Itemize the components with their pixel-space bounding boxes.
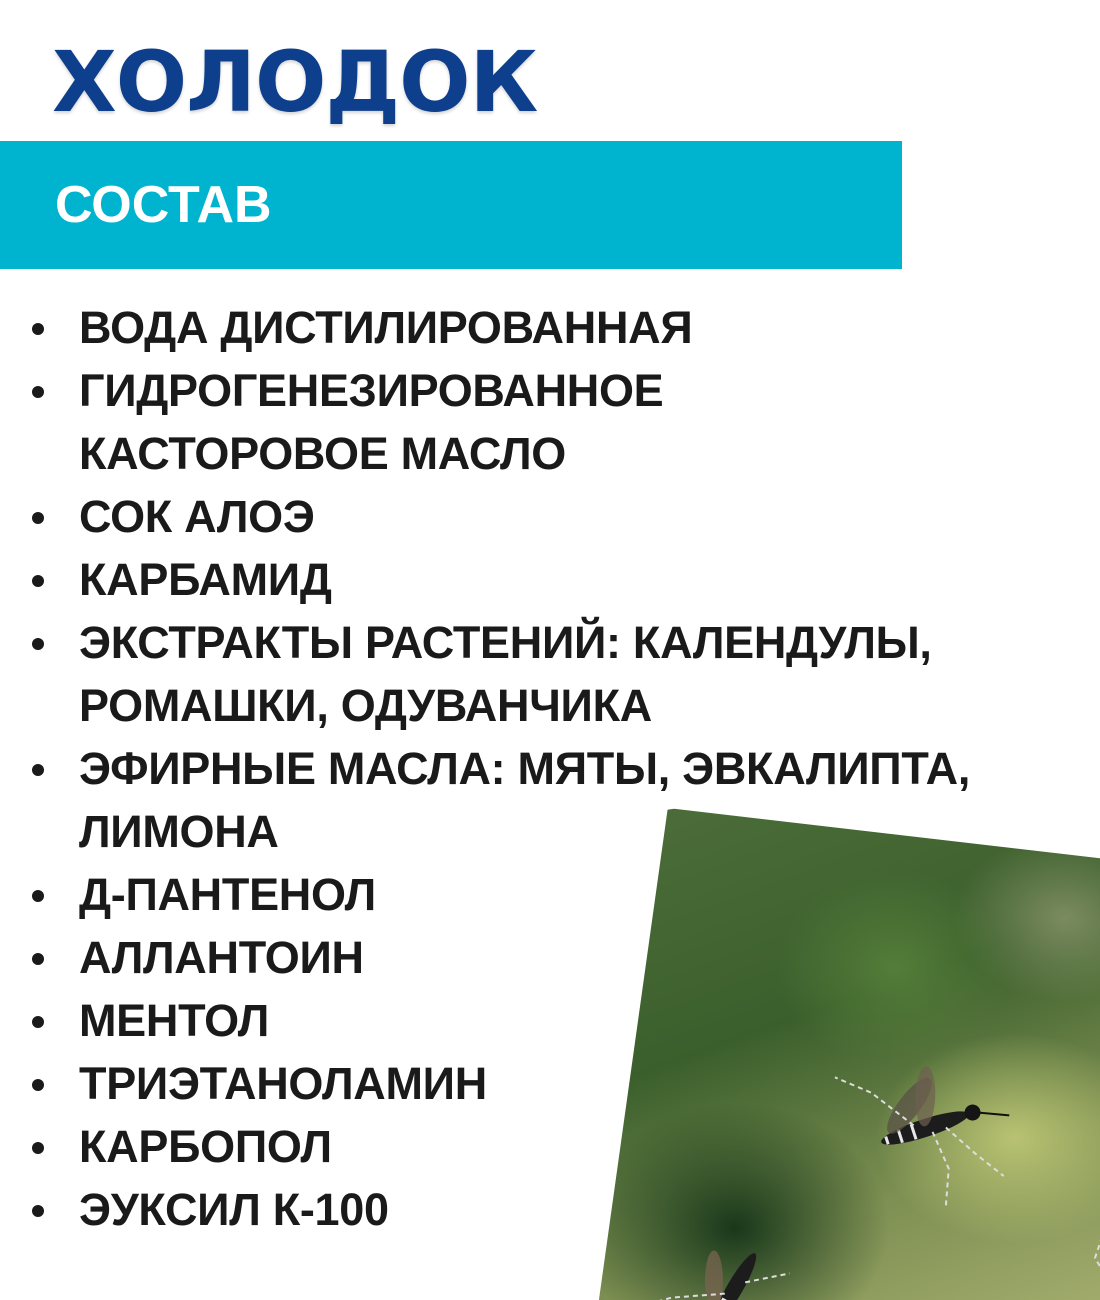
ingredient-item	[30, 296, 1100, 359]
ingredient-label: МЕНТОЛ	[79, 995, 270, 1046]
ingredient-list	[30, 296, 1100, 1241]
bullet-icon	[32, 1016, 44, 1028]
ingredient-label: ГИДРОГЕНЕЗИРОВАННОЕ КАСТОРОВОЕ МАСЛО	[79, 365, 664, 479]
ingredient-item	[30, 1115, 1100, 1178]
ingredient-label: ЭФИРНЫЕ МАСЛА: МЯТЫ, ЭВКАЛИПТА, ЛИМОНА	[79, 743, 971, 857]
ingredient-label: ЭКСТРАКТЫ РАСТЕНИЙ: КАЛЕНДУЛЫ, РОМАШКИ, ОДУВАНЧИКА	[79, 617, 932, 731]
ingredient-label: ЭУКСИЛ К-100	[79, 1184, 389, 1235]
ingredient-item	[30, 359, 1100, 485]
bullet-icon	[32, 512, 44, 524]
section-banner	[0, 141, 902, 269]
bullet-icon	[32, 1079, 44, 1091]
ingredient-item	[30, 1052, 1100, 1115]
bullet-icon	[32, 575, 44, 587]
bullet-icon	[32, 953, 44, 965]
ingredient-label: Д-ПАНТЕНОЛ	[79, 869, 376, 920]
ingredient-label: СОК АЛОЭ	[79, 491, 315, 542]
ingredient-item	[30, 863, 1100, 926]
bullet-icon	[32, 638, 44, 650]
bullet-icon	[32, 1205, 44, 1217]
ingredient-label: КАРБОПОЛ	[79, 1121, 332, 1172]
bullet-icon	[32, 1142, 44, 1154]
bullet-icon	[32, 890, 44, 902]
ingredient-item	[30, 989, 1100, 1052]
ingredient-item	[30, 548, 1100, 611]
ingredient-label: КАРБАМИД	[79, 554, 332, 605]
section-title: СОСТАВ	[55, 176, 272, 234]
ingredient-label: ВОДА ДИСТИЛИРОВАННАЯ	[79, 302, 693, 353]
ingredient-item	[30, 737, 1100, 863]
ingredient-label: ТРИЭТАНОЛАМИН	[79, 1058, 487, 1109]
ingredient-item	[30, 611, 1100, 737]
ingredient-item	[30, 485, 1100, 548]
bullet-icon	[32, 764, 44, 776]
brand-logo: ХОЛОДОК	[52, 33, 538, 131]
ingredient-item	[30, 1178, 1100, 1241]
bullet-icon	[32, 386, 44, 398]
ingredient-label: АЛЛАНТОИН	[79, 932, 364, 983]
ingredient-item	[30, 926, 1100, 989]
bullet-icon	[32, 323, 44, 335]
